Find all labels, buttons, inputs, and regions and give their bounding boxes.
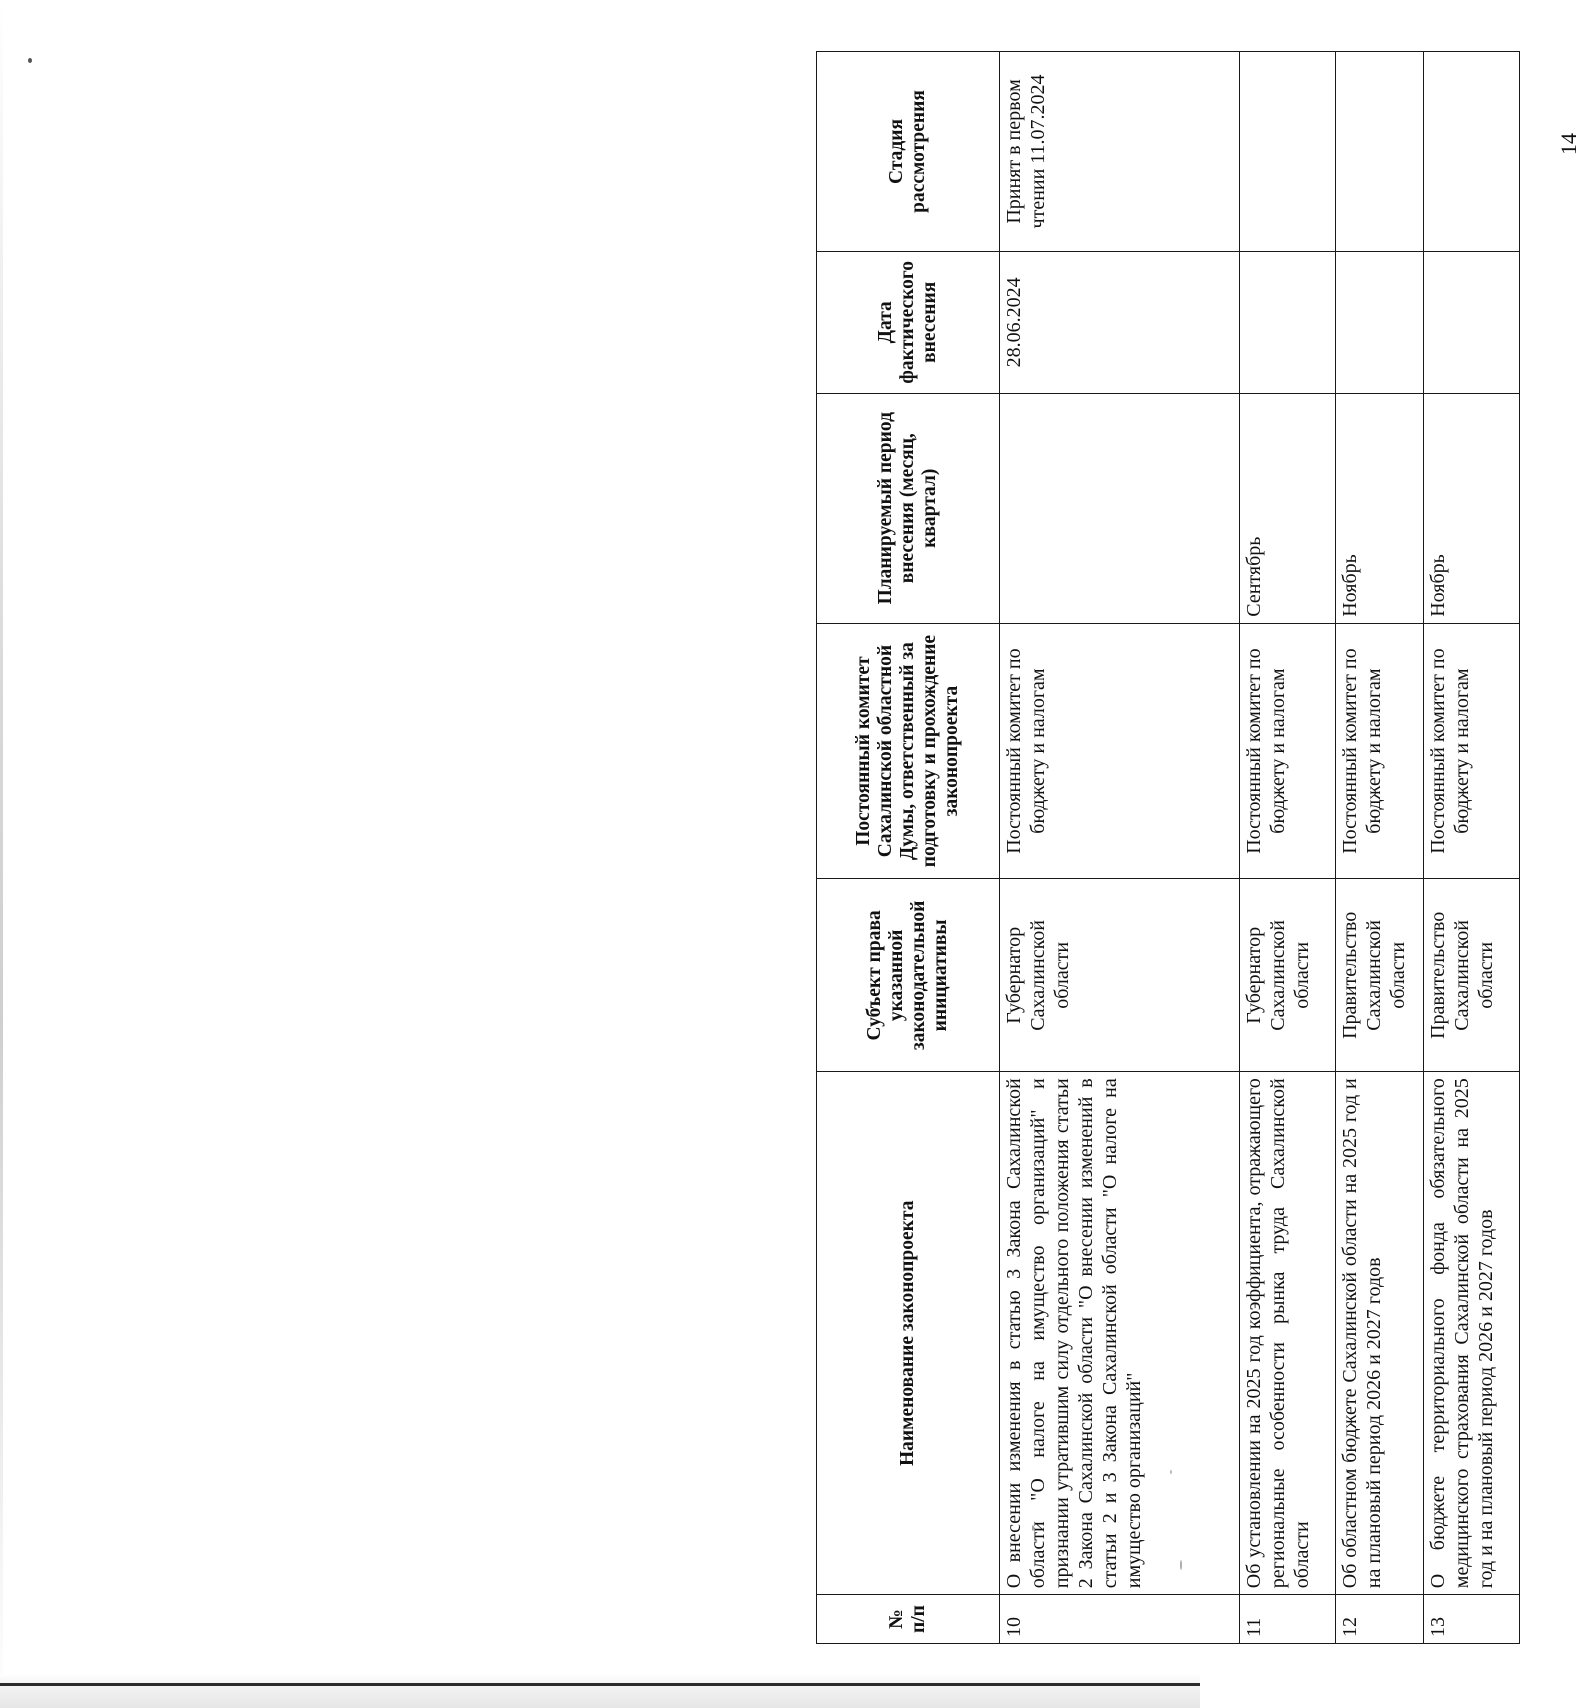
cell-stage <box>1239 52 1335 252</box>
header-committee: Постоянный комитет Сахалинской областной Думы, ответственный за подготовку и прохождение законопроекта <box>817 623 1000 879</box>
table-row <box>1336 52 1424 1644</box>
table-header-row <box>817 52 1000 1644</box>
cell-subject: Губернатор Сахалинской области <box>1000 879 1240 1072</box>
cell-committee: Постоянный комитет по бюджету и налогам <box>1239 623 1335 879</box>
cell-period: Сентябрь <box>1239 393 1335 623</box>
cell-name: О бюджете территориального фонда обязательного медицинского страхования Сахалинской области на 2025 год и на плановый период 2026 и 2027 годов <box>1423 1072 1519 1595</box>
table-row <box>1000 52 1240 1644</box>
cell-num: 10 <box>1000 1595 1240 1644</box>
header-stage: Стадия рассмотрения <box>817 52 1000 252</box>
header-subject: Субъект права указанной законодательной инициативы <box>817 879 1000 1072</box>
cell-stage: Принят в первом чтении 11.07.2024 <box>1000 52 1240 252</box>
cell-date: 28.06.2024 <box>1000 251 1240 393</box>
header-name: Наименование законопроекта <box>817 1072 1000 1595</box>
scan-left-edge <box>0 0 3 1708</box>
cell-committee: Постоянный комитет по бюджету и налогам <box>1000 623 1240 879</box>
cell-date <box>1336 251 1424 393</box>
rotated-page-content <box>816 51 1581 1644</box>
scan-bottom-shade <box>0 1674 1200 1708</box>
cell-period: Ноябрь <box>1336 393 1424 623</box>
cell-subject: Правительство Сахалинской области <box>1336 879 1424 1072</box>
cell-date <box>1239 251 1335 393</box>
header-period: Планируемый период внесения (месяц, квартал) <box>817 393 1000 623</box>
header-date: Дата фактического внесения <box>817 251 1000 393</box>
legislation-plan-table <box>816 51 1520 1644</box>
cell-name: Об установлении на 2025 год коэффициента, отражающего региональные особенности рынка труда Сахалинской области <box>1239 1072 1335 1595</box>
cell-name: О внесении изменения в статью 3 Закона Сахалинской области "О налоге на имущество организаций" и признании утратившим силу отдельного положения статьи 2 Закона Сахалинской области "О внесении изменений в статьи 2 и 3 Закона Сахалинской области "О налоге на имущество организаций" <box>1000 1072 1240 1595</box>
cell-date <box>1423 251 1519 393</box>
page-number-text: 14 <box>1556 133 1581 155</box>
cell-num: 13 <box>1423 1595 1519 1644</box>
cell-period: Ноябрь <box>1423 393 1519 623</box>
cell-committee: Постоянный комитет по бюджету и налогам <box>1423 623 1519 879</box>
cell-num: 11 <box>1239 1595 1335 1644</box>
cell-stage <box>1336 52 1424 252</box>
cell-name: Об областном бюджете Сахалинской области на 2025 год и на плановый период 2026 и 2027 годов <box>1336 1072 1424 1595</box>
cell-committee: Постоянный комитет по бюджету и налогам <box>1336 623 1424 879</box>
cell-stage <box>1423 52 1519 252</box>
table-row <box>1423 52 1519 1644</box>
cell-subject: Правительство Сахалинской области <box>1423 879 1519 1072</box>
scan-speck <box>28 58 32 63</box>
cell-subject: Губернатор Сахалинской области <box>1239 879 1335 1072</box>
table-row <box>1239 52 1335 1644</box>
cell-period <box>1000 393 1240 623</box>
scan-bottom-edge-line <box>0 1683 1200 1686</box>
header-num: № п/п <box>817 1595 1000 1644</box>
cell-num: 12 <box>1336 1595 1424 1644</box>
